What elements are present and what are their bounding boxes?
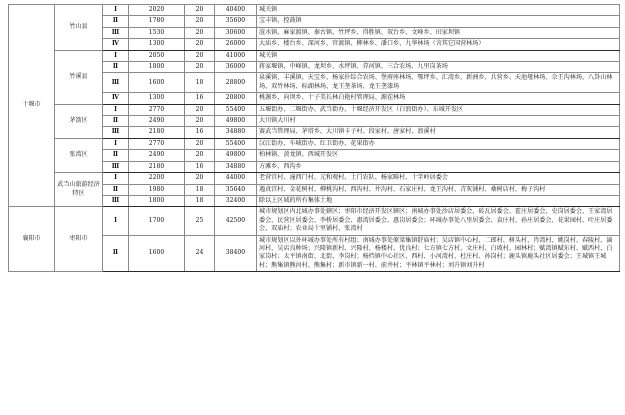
- cell-grade: Ⅰ: [103, 104, 129, 115]
- cell-area: 18: [185, 195, 215, 206]
- cell-grade: Ⅲ: [103, 27, 129, 38]
- cell-area: 20: [185, 138, 215, 149]
- cell-price: 2770: [129, 138, 185, 149]
- cell-total: 55400: [215, 138, 257, 149]
- cell-total: 41000: [215, 50, 257, 61]
- cell-grade: Ⅰ: [103, 173, 129, 184]
- cell-range: 城关镇: [257, 50, 620, 61]
- cell-total: 44000: [215, 173, 257, 184]
- cell-area: 20: [185, 16, 215, 27]
- cell-grade: Ⅱ: [103, 184, 129, 195]
- table-row: [9, 104, 620, 115]
- cell-range: 遇真宫村、金花树村、柳桃沟村、西沟村、井沟村、石家庄村、龙王沟村、青灰铺村、桑树店村、梅子沟村: [257, 184, 620, 195]
- cell-price: 1980: [129, 184, 185, 195]
- table-row: [9, 173, 620, 184]
- cell-county: 武当山旅游经济特区: [55, 173, 103, 207]
- cell-price: 2050: [129, 50, 185, 61]
- cell-range: 大川镇大川村: [257, 116, 620, 127]
- cell-range: 宝丰镇、控鼓镇: [257, 16, 620, 27]
- cell-area: 25: [185, 207, 215, 235]
- cell-area: 18: [185, 73, 215, 93]
- cell-grade: Ⅱ: [103, 150, 129, 161]
- cell-total: 36000: [215, 62, 257, 73]
- cell-grade: Ⅲ: [103, 161, 129, 172]
- cell-area: 20: [185, 27, 215, 38]
- cell-area: 20: [185, 5, 215, 16]
- cell-total: 34880: [215, 127, 257, 138]
- cell-price: 2180: [129, 161, 185, 172]
- land-price-table: [8, 4, 620, 272]
- cell-range: 老营宫村、潼西门村、元和观村、土门农队、杨家畸村、十字岭居委会: [257, 173, 620, 184]
- cell-total: 35640: [215, 184, 257, 195]
- cell-total: 42500: [215, 207, 257, 235]
- table-body: [9, 5, 620, 272]
- cell-grade: Ⅱ: [103, 16, 129, 27]
- cell-area: 24: [185, 235, 215, 272]
- cell-area: 20: [185, 150, 215, 161]
- cell-range: 泉溪镇、丰溪镇、天宝乡、杨家扑综合农场、堡府座林场、鄂坪乡、汇湾乡、新洲乡、兵营乡、天池垭林场、佘王沟林场、八卦山林场、双竹林场、标湖林场、龙王垄茶场、龙王垄漆场: [257, 73, 620, 93]
- cell-city: 十堰市: [9, 5, 55, 207]
- cell-total: 32400: [215, 195, 257, 206]
- cell-grade: Ⅱ: [103, 62, 129, 73]
- cell-total: 20800: [215, 93, 257, 104]
- cell-total: 49800: [215, 150, 257, 161]
- cell-price: 1800: [129, 62, 185, 73]
- cell-price: 1600: [129, 73, 185, 93]
- cell-area: 16: [185, 127, 215, 138]
- cell-total: 34880: [215, 161, 257, 172]
- cell-total: 28800: [215, 73, 257, 93]
- table-row: [9, 50, 620, 61]
- cell-price: 1300: [129, 93, 185, 104]
- cell-range: 桃源乡、向坝乡、十子美长林白艳村管理局、源茬林场: [257, 93, 620, 104]
- cell-total: 55400: [215, 104, 257, 115]
- cell-area: 20: [185, 50, 215, 61]
- cell-grade: Ⅳ: [103, 93, 129, 104]
- cell-range: 城市规划区以外环城办事处所有村组；南城办事处原梁集镇舒庙村；吴店镇中心村、二郎村、树头村、肖湾村、姚岗村、春陵村、滳河村、吴店良种场；兴隆镇新村、兴隆村、杨楼村、优良村；七方镇七方村、文庄村、白坡村、园林村；赋湾镇赋东村、赋西村、白家岗村；太平镇南街、北街、李岗村；杨挡镇中心社区、西村、小河湾村、杜庄村、孙岗村；鹿头镇鹿头社区居委会；王城镇王城村；熊集镇熊河村、熊集村；新市镇新一村、前井村；平林镇平林村；刘升镇刘升村: [257, 235, 620, 272]
- cell-area: 20: [185, 39, 215, 50]
- cell-county: 枣阳市: [55, 207, 103, 272]
- cell-grade: Ⅲ: [103, 195, 129, 206]
- cell-grade: Ⅲ: [103, 127, 129, 138]
- cell-total: 49800: [215, 116, 257, 127]
- table-row: [9, 207, 620, 235]
- cell-total: 35600: [215, 16, 257, 27]
- cell-price: 2200: [129, 173, 185, 184]
- cell-range: 赛武当管理局、茅塔乡、大川镇卡子村、段家村、唐家村、浪溪村: [257, 127, 620, 138]
- cell-range: 五堰街办、二堰街办、武当街办、十堰经济开发区（白浪街办）、东城开发区: [257, 104, 620, 115]
- cell-price: 1780: [129, 16, 185, 27]
- cell-city: 襄阳市: [9, 207, 55, 272]
- cell-price: 1800: [129, 195, 185, 206]
- cell-price: 2020: [129, 5, 185, 16]
- cell-price: 1700: [129, 207, 185, 235]
- cell-grade: Ⅱ: [103, 235, 129, 272]
- cell-range: 柏林镇、黄龙镇、西城开发区: [257, 150, 620, 161]
- cell-price: 2490: [129, 116, 185, 127]
- cell-grade: Ⅲ: [103, 73, 129, 93]
- cell-area: 20: [185, 62, 215, 73]
- cell-grade: Ⅳ: [103, 39, 129, 50]
- cell-total: 38400: [215, 235, 257, 272]
- cell-grade: Ⅱ: [103, 116, 129, 127]
- cell-grade: Ⅰ: [103, 5, 129, 16]
- cell-total: 40400: [215, 5, 257, 16]
- cell-price: 2180: [129, 127, 185, 138]
- cell-area: 20: [185, 173, 215, 184]
- cell-range: 城市规划区内北城办事处辖区；枣阳市经济开发区辖区；南城办事处沙店居委会、砖瓦居委会、霍庄居委会、史岗居委会、王家湾居委会、民营区居委会、李桥居委会、惠湾居委会、惠岗居委会；环城办事处八里居委会、袁庄村、孙庄居委会、花果园村、叶庄居委会、双庙村；农业局十里铺村、张湾村: [257, 207, 620, 235]
- cell-total: 30600: [215, 27, 257, 38]
- cell-range: 方滩乡、西沟乡: [257, 161, 620, 172]
- cell-county: 张湾区: [55, 138, 103, 172]
- cell-range: 除以上区域的所有集体土地: [257, 195, 620, 206]
- cell-area: 16: [185, 93, 215, 104]
- cell-area: 18: [185, 184, 215, 195]
- cell-grade: Ⅰ: [103, 50, 129, 61]
- cell-area: 20: [185, 116, 215, 127]
- cell-grade: Ⅰ: [103, 138, 129, 149]
- cell-range: 大庙乡、楼台乡、深河乡、官渡镇、柳林乡、潘口乡、九华林场（含其它国营林场）: [257, 39, 620, 50]
- cell-range: 汉江街办、车城街办、红卫街办、花果街办: [257, 138, 620, 149]
- cell-price: 1300: [129, 39, 185, 50]
- cell-price: 2490: [129, 150, 185, 161]
- cell-grade: Ⅰ: [103, 207, 129, 235]
- table-row: [9, 138, 620, 149]
- cell-area: 20: [185, 104, 215, 115]
- cell-price: 1530: [129, 27, 185, 38]
- table-row: [9, 5, 620, 16]
- cell-price: 1600: [129, 235, 185, 272]
- cell-area: 16: [185, 161, 215, 172]
- cell-range: 蒋家堰镇、中峰镇、龙坝乡、水坪镇、弇河镇、三合农场、九里岗茶场: [257, 62, 620, 73]
- cell-total: 26000: [215, 39, 257, 50]
- cell-range: 渲水镇、麻家渡镇、秦古镇、竹坪乡、得胜镇、双台乡、文峰乡、田家坝镇: [257, 27, 620, 38]
- cell-county: 竹山县: [55, 5, 103, 51]
- cell-county: 竹溪县: [55, 50, 103, 104]
- cell-county: 茅箭区: [55, 104, 103, 138]
- cell-range: 城关镇: [257, 5, 620, 16]
- cell-price: 2770: [129, 104, 185, 115]
